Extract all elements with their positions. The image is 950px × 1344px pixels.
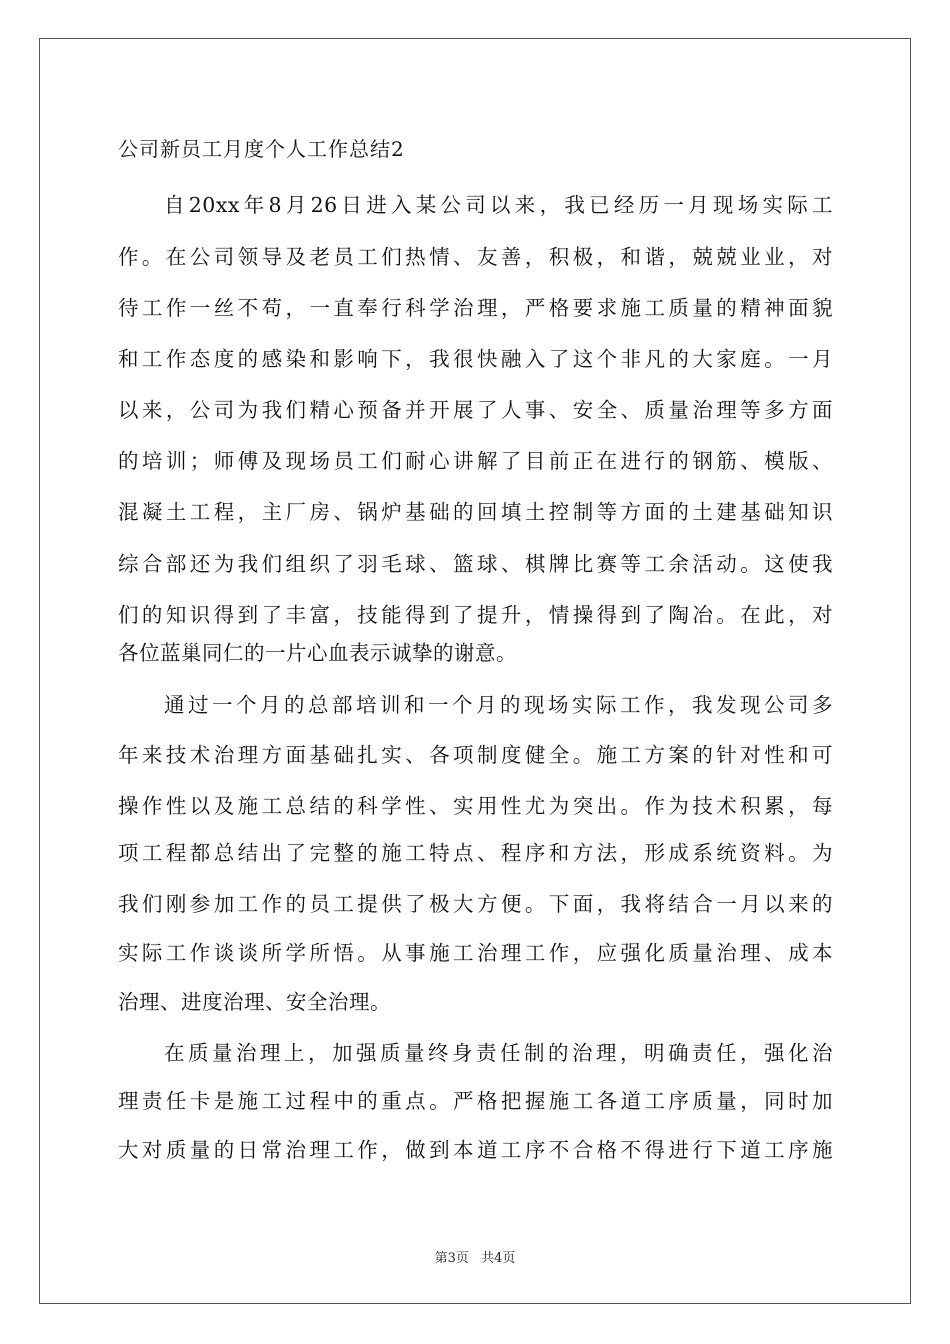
paragraph-line: 作。在公司领导及老员工们热情、友善，积极，和谐，兢兢业业，对 [118,245,833,269]
document-title: 公司新员工月度个人工作总结2 [118,137,405,161]
paragraph-line: 实际工作谈谈所学所悟。从事施工治理工作，应强化质量治理、成本 [118,941,833,965]
paragraph-line: 们的知识得到了丰富，技能得到了提升，情操得到了陶冶。在此，对 [118,603,833,627]
paragraph-line: 混凝土工程，主厂房、锅炉基础的回填土控制等方面的土建基础知识 [118,500,833,524]
paragraph-line: 的培训；师傅及现场员工们耐心讲解了目前正在进行的钢筋、模版、 [118,449,833,473]
page-footer [0,1247,950,1266]
paragraph-line: 年来技术治理方面基础扎实、各项制度健全。施工方案的针对性和可 [118,743,833,767]
paragraph-line: 大对质量的日常治理工作，做到本道工序不合格不得进行下道工序施 [118,1138,833,1162]
paragraph-line: 自20xx年8月26日进入某公司以来，我已经历一月现场实际工 [164,193,833,217]
paragraph-line: 理责任卡是施工过程中的重点。严格把握施工各道工序质量，同时加 [118,1089,833,1113]
paragraph-line: 通过一个月的总部培训和一个月的现场实际工作，我发现公司多 [164,693,833,717]
page-border [39,38,911,1304]
paragraph-line: 操作性以及施工总结的科学性、实用性尤为突出。作为技术积累，每 [118,794,833,818]
paragraph-line: 在质量治理上，加强质量终身责任制的治理，明确责任，强化治 [164,1041,833,1065]
paragraph-line: 项工程都总结出了完整的施工特点、程序和方法，形成系统资料。为 [118,841,833,865]
paragraph-line: 以来，公司为我们精心预备并开展了人事、安全、质量治理等多方面 [118,398,833,422]
page-total: 共4页 [481,1251,516,1266]
paragraph-line: 和工作态度的感染和影响下，我很快融入了这个非凡的大家庭。一月 [118,347,833,371]
page-number: 第3页 [434,1251,469,1266]
paragraph-line: 综合部还为我们组织了羽毛球、篮球、棋牌比赛等工余活动。这使我 [118,552,833,576]
paragraph-line: 各位蓝巢同仁的一片心血表示诚挚的谢意。 [118,641,517,665]
paragraph-line: 待工作一丝不苟，一直奉行科学治理，严格要求施工质量的精神面貌 [118,296,833,320]
paragraph-line: 治理、进度治理、安全治理。 [118,990,391,1014]
paragraph-line: 我们刚参加工作的员工提供了极大方便。下面，我将结合一月以来的 [118,892,833,916]
